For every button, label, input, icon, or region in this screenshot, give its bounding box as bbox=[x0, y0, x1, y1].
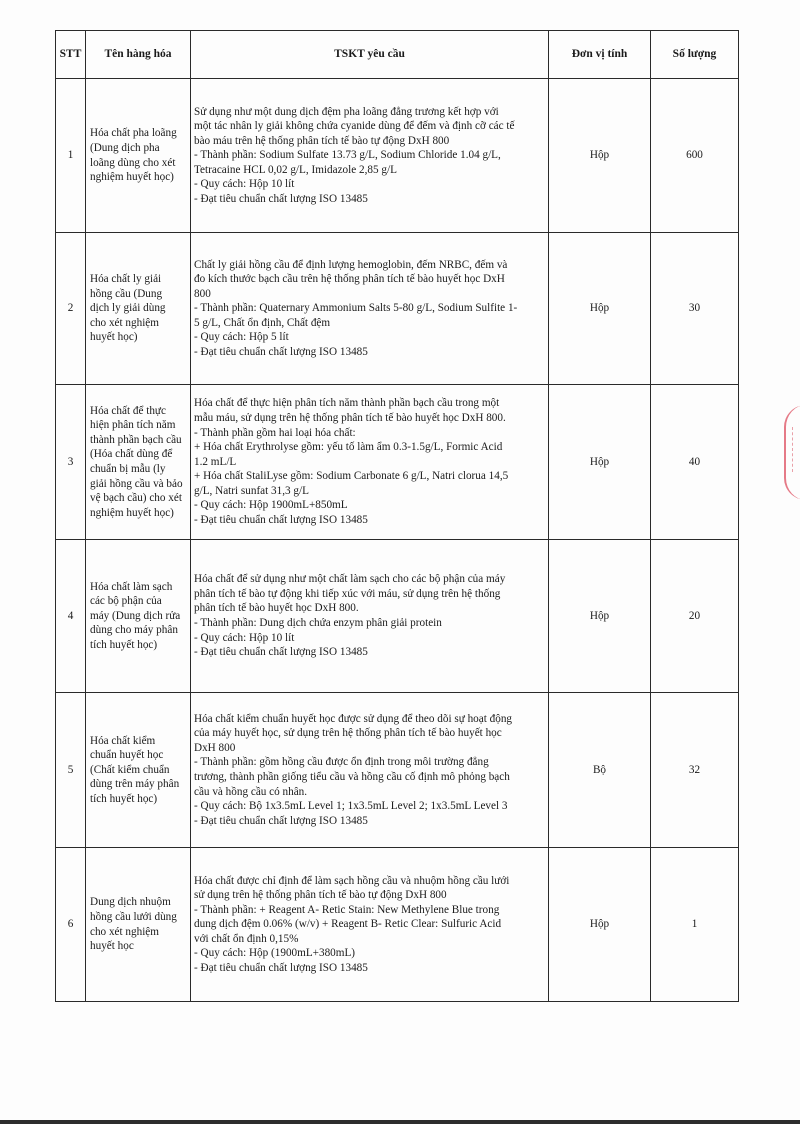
name-line: các bộ phận của bbox=[90, 595, 162, 608]
spec-line: phân tích tế bào huyết học DxH 800. bbox=[194, 602, 359, 615]
spec-line: cầu và hồng cầu có nhân. bbox=[194, 785, 308, 798]
row-stt: 2 bbox=[56, 233, 86, 385]
name-line: dùng cho máy phân bbox=[90, 624, 178, 637]
row-item-name bbox=[86, 79, 191, 233]
name-line: vệ bạch cầu) cho xét bbox=[90, 492, 182, 505]
spec-line: - Đạt tiêu chuẩn chất lượng ISO 13485 bbox=[194, 513, 368, 526]
row-item-name bbox=[86, 693, 191, 848]
row-quantity: 30 bbox=[651, 233, 739, 385]
name-line: huyết học bbox=[90, 940, 134, 953]
name-line: giải hồng cầu và bảo bbox=[90, 477, 183, 490]
name-line: nghiệm huyết học) bbox=[90, 506, 174, 519]
spec-line: Hóa chất để thực hiện phân tích năm thành phần bạch cầu trong một bbox=[194, 397, 500, 410]
name-line: Hóa chất làm sạch bbox=[90, 580, 173, 593]
spec-line: g/L, Natri sunfat 31,3 g/L bbox=[194, 484, 309, 497]
row-quantity: 1 bbox=[651, 848, 739, 1002]
table-header-row bbox=[56, 31, 739, 79]
spec-line: - Quy cách: Hộp 5 lít bbox=[194, 331, 289, 344]
name-line: Hóa chất ly giải bbox=[90, 273, 162, 286]
spec-line: - Quy cách: Hộp (1900mL+380mL) bbox=[194, 947, 356, 960]
table-row bbox=[56, 233, 739, 385]
name-line: hồng cầu (Dung bbox=[90, 287, 163, 300]
spec-line: 800 bbox=[194, 287, 211, 300]
spec-line: - Thành phần: Quaternary Ammonium Salts 5-80 g/L, Sodium Sulfite 1- bbox=[194, 302, 518, 315]
spec-line: Hóa chất kiểm chuẩn huyết học được sử dụng để theo dõi sự hoạt động bbox=[194, 712, 513, 725]
name-line: Dung dịch nhuộm bbox=[90, 896, 171, 909]
spec-line: - Đạt tiêu chuẩn chất lượng ISO 13485 bbox=[194, 646, 368, 659]
table-row bbox=[56, 79, 739, 233]
row-quantity: 32 bbox=[651, 693, 739, 848]
row-spec bbox=[191, 79, 549, 233]
row-spec bbox=[191, 540, 549, 693]
spec-line: Hóa chất được chỉ định để làm sạch hồng cầu và nhuộm hồng cầu lưới bbox=[194, 874, 510, 887]
row-stt: 3 bbox=[56, 385, 86, 540]
header-stt: STT bbox=[56, 31, 86, 79]
row-item-name bbox=[86, 233, 191, 385]
row-stt: 5 bbox=[56, 693, 86, 848]
spec-line: Hóa chất để sử dụng như một chất làm sạch cho các bộ phận của máy bbox=[194, 573, 506, 586]
spec-line: dung dịch đệm 0.06% (w/v) + Reagent B- Retic Clear: Sulfuric Acid bbox=[194, 918, 502, 931]
spec-line: một tác nhân ly giải không chứa cyanide dùng để đếm và định cỡ các tế bbox=[194, 120, 515, 133]
row-stt: 4 bbox=[56, 540, 86, 693]
name-line: nghiệm huyết học) bbox=[90, 171, 174, 184]
spec-line: + Hóa chất StaliLyse gồm: Sodium Carbonate 6 g/L, Natri clorua 14,5 bbox=[194, 470, 509, 483]
spec-line: 1.2 mL/L bbox=[194, 455, 237, 468]
name-line: hồng cầu lưới dùng bbox=[90, 910, 177, 923]
name-line: Hóa chất kiểm bbox=[90, 734, 156, 747]
name-line: Hóa chất để thực bbox=[90, 404, 166, 417]
row-unit: Hộp bbox=[549, 848, 651, 1002]
row-quantity: 600 bbox=[651, 79, 739, 233]
table-row bbox=[56, 693, 739, 848]
name-line: Hóa chất pha loãng bbox=[90, 127, 177, 140]
name-line: (Chất kiểm chuẩn bbox=[90, 763, 170, 776]
spec-line: phân tích tế bào tự động khi tiếp xúc với máu, sử dụng trên hệ thống bbox=[194, 587, 501, 600]
table-row bbox=[56, 385, 739, 540]
spec-line: với chất ổn định 0,15% bbox=[194, 932, 299, 945]
name-line: thành phần bạch cầu bbox=[90, 433, 182, 446]
name-line: dịch ly giải dùng bbox=[90, 302, 166, 315]
row-item-name bbox=[86, 848, 191, 1002]
specification-table bbox=[55, 30, 739, 1002]
row-spec bbox=[191, 385, 549, 540]
spec-line: - Quy cách: Hộp 10 lít bbox=[194, 631, 295, 644]
name-line: huyết học) bbox=[90, 331, 138, 344]
row-unit: Bộ bbox=[549, 693, 651, 848]
row-item-name bbox=[86, 540, 191, 693]
spec-line: bào máu trên hệ thống phân tích tế bào tự động DxH 800 bbox=[194, 134, 450, 147]
table-row bbox=[56, 848, 739, 1002]
name-line: máy (Dung dịch rửa bbox=[90, 609, 181, 622]
spec-line: - Quy cách: Hộp 10 lít bbox=[194, 178, 295, 191]
spec-line: đo kích thước bạch cầu trên hệ thống phân tích tế bào huyết học DxH bbox=[194, 273, 505, 286]
spec-line: - Đạt tiêu chuẩn chất lượng ISO 13485 bbox=[194, 192, 368, 205]
spec-line: - Thành phần: Dung dịch chứa enzym phân giải protein bbox=[194, 617, 442, 629]
spec-line: Sử dụng như một dung dịch đệm pha loãng đẳng trương kết hợp với bbox=[194, 105, 499, 118]
spec-line: DxH 800 bbox=[194, 741, 236, 754]
row-spec bbox=[191, 233, 549, 385]
row-unit: Hộp bbox=[549, 385, 651, 540]
row-spec bbox=[191, 693, 549, 848]
row-unit: Hộp bbox=[549, 233, 651, 385]
name-line: cho xét nghiệm bbox=[90, 925, 159, 938]
name-line: (Dung dịch pha bbox=[90, 141, 160, 154]
spec-line: - Thành phần: + Reagent A- Retic Stain: New Methylene Blue trong bbox=[194, 903, 500, 916]
name-line: cho xét nghiệm bbox=[90, 316, 159, 329]
spec-line: - Đạt tiêu chuẩn chất lượng ISO 13485 bbox=[194, 345, 368, 358]
spec-line: của máy huyết học, sử dụng trên hệ thống phân tích tế bào huyết học bbox=[194, 727, 502, 740]
header-unit: Đơn vị tính bbox=[549, 31, 651, 79]
spec-line: Tetracaine HCL 0,02 g/L, Imidazole 2,85 g/L bbox=[194, 163, 397, 176]
name-line: dùng trên máy phân bbox=[90, 778, 180, 791]
red-seal-fragment bbox=[784, 405, 800, 500]
table-row bbox=[56, 540, 739, 693]
name-line: loãng dùng cho xét bbox=[90, 156, 176, 169]
spec-line: - Thành phần: Sodium Sulfate 13.73 g/L, Sodium Chloride 1.04 g/L, bbox=[194, 149, 501, 162]
spec-line: 5 g/L, Chất ổn định, Chất đệm bbox=[194, 316, 331, 329]
row-spec bbox=[191, 848, 549, 1002]
row-quantity: 20 bbox=[651, 540, 739, 693]
name-line: chuẩn bị mẫu (ly bbox=[90, 463, 166, 475]
row-stt: 1 bbox=[56, 79, 86, 233]
spec-line: - Quy cách: Bộ 1x3.5mL Level 1; 1x3.5mL Level 2; 1x3.5mL Level 3 bbox=[194, 800, 508, 813]
spec-line: - Đạt tiêu chuẩn chất lượng ISO 13485 bbox=[194, 961, 368, 974]
header-quantity: Số lượng bbox=[651, 31, 739, 79]
name-line: hiện phân tích năm bbox=[90, 419, 176, 432]
spec-line: sử dụng trên hệ thống phân tích tế bào tự động DxH 800 bbox=[194, 889, 447, 902]
spec-line: - Thành phần: gồm hồng cầu được ổn định trong môi trường đẳng bbox=[194, 756, 489, 769]
spec-line: - Đạt tiêu chuẩn chất lượng ISO 13485 bbox=[194, 814, 368, 827]
spec-line: mẫu máu, sử dụng trên hệ thống phân tích tế bào huyết học DxH 800. bbox=[194, 412, 506, 425]
spec-line: Chất ly giải hồng cầu để định lượng hemoglobin, đếm NRBC, đếm và bbox=[194, 258, 508, 271]
row-unit: Hộp bbox=[549, 79, 651, 233]
name-line: tích huyết học) bbox=[90, 792, 158, 805]
header-technical-spec: TSKT yêu cầu bbox=[191, 31, 549, 79]
row-unit: Hộp bbox=[549, 540, 651, 693]
row-item-name bbox=[86, 385, 191, 540]
name-line: tích huyết học) bbox=[90, 638, 158, 651]
spec-line: + Hóa chất Erythrolyse gồm: yếu tố làm ẩm 0.3-1.5g/L, Formic Acid bbox=[194, 441, 503, 454]
spec-line: - Thành phần gồm hai loại hóa chất: bbox=[194, 426, 356, 439]
page-bottom-edge bbox=[0, 1120, 800, 1124]
name-line: chuẩn huyết học bbox=[90, 749, 164, 762]
spec-line: - Quy cách: Hộp 1900mL+850mL bbox=[194, 499, 348, 512]
header-item-name: Tên hàng hóa bbox=[86, 31, 191, 79]
row-stt: 6 bbox=[56, 848, 86, 1002]
name-line: (Hóa chất dùng để bbox=[90, 448, 173, 461]
row-quantity: 40 bbox=[651, 385, 739, 540]
spec-line: trương, thành phần giống tiểu cầu và hồng cầu cố định mô phỏng bạch bbox=[194, 771, 510, 783]
